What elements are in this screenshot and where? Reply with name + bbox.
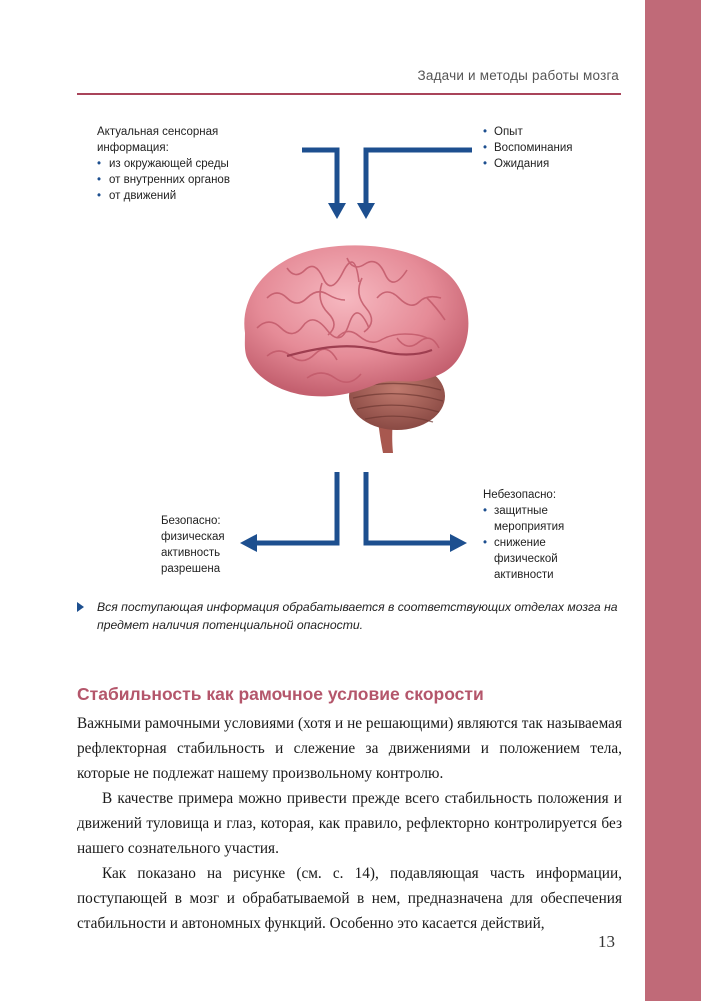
list-item: • защитные мероприятия — [483, 503, 603, 535]
section-title: Стабильность как рамочное условие скорости — [77, 684, 484, 704]
safe-line: активность — [161, 547, 221, 559]
page-number: 13 — [598, 932, 615, 951]
list-item: • от внутренних органов — [97, 172, 297, 188]
arrow-in-right — [366, 150, 472, 205]
arrow-in-left — [302, 150, 337, 205]
running-head: Задачи и методы работы мозга — [417, 68, 619, 83]
sensory-title-line2: информация: — [97, 142, 169, 154]
list-item: • от движений — [97, 188, 297, 204]
caption-text: Вся поступающая информация обрабатывается в соответствующих отделах мозга на предмет наличия потенциальной опасности. — [97, 600, 618, 632]
list-item: • снижение физической активности — [483, 535, 603, 583]
safe-line: разрешена — [161, 563, 221, 575]
arrow-out-left — [255, 472, 337, 543]
paragraph: В качестве примера можно привести прежде всего стабильность положения и движений туловища и глаз, которая, как правило, рефлекторно контролируется без нашего сознательного участия. — [77, 790, 622, 857]
list-item: • Опыт — [483, 124, 623, 140]
sensory-title-line1: Актуальная сенсорная — [97, 126, 219, 138]
figure-caption — [77, 598, 625, 634]
brain-illustration — [227, 238, 477, 458]
unsafe-title: Небезопасно: — [483, 489, 557, 501]
arrowhead-in-right — [357, 203, 375, 219]
arrowhead-in-left — [328, 203, 346, 219]
unsafe-list — [483, 503, 603, 583]
list-item: • Воспоминания — [483, 140, 623, 156]
arrowhead-out-right — [450, 534, 467, 552]
paragraph: Как показано на рисунке (см. с. 14), подавляющая часть информации, поступающей в мозг и обрабатываемой в нем, предназначена для обеспечения стабильности и автономных функций. Особенно это касается действий, — [77, 865, 622, 932]
paragraph: Важными рамочными условиями (хотя и не решающими) являются так называемая рефлекторная стабильность и слежение за движениями и положением тела, которые не подлежат нашему произвольному контролю. — [77, 715, 622, 782]
list-item: • из окружающей среды — [97, 156, 297, 172]
safe-line: физическая — [161, 531, 225, 543]
body-text — [77, 711, 622, 936]
list-item: • Ожидания — [483, 156, 623, 172]
caption-triangle-icon — [77, 602, 84, 612]
safe-outcome-label — [161, 513, 261, 577]
arrow-out-right — [366, 472, 452, 543]
safe-line: Безопасно: — [161, 515, 221, 527]
unsafe-outcome-label — [483, 487, 603, 583]
